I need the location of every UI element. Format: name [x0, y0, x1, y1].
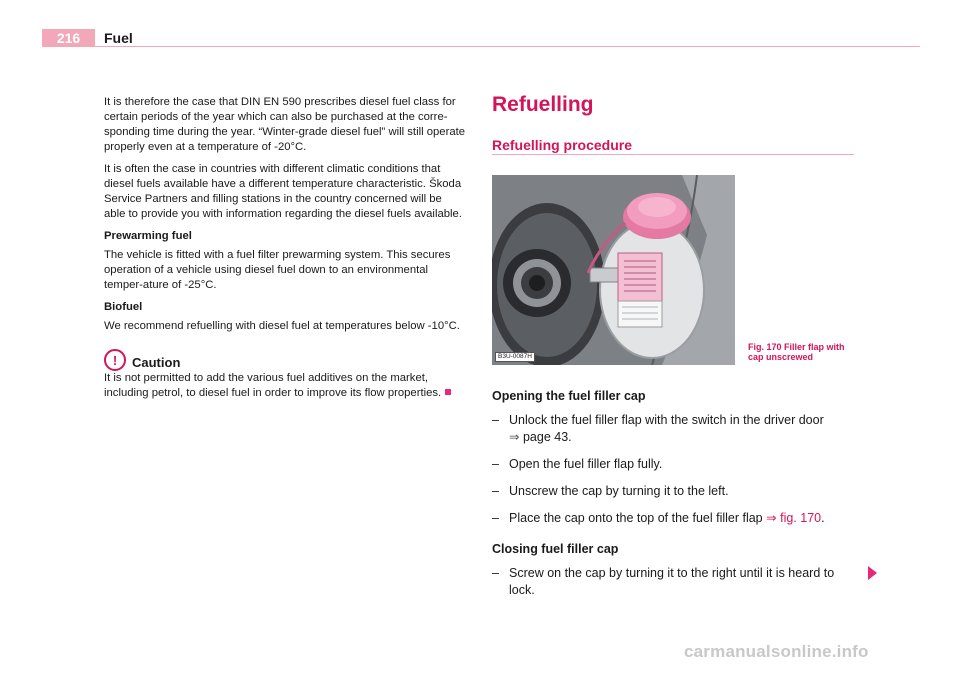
chapter-title: Fuel	[104, 30, 133, 46]
fuel-filler-illustration	[492, 175, 735, 365]
page-reference[interactable]: page 43.	[522, 430, 572, 444]
step-place-cap: – Place the cap onto the top of the fuel filler flap ⇒ fig. 170.	[492, 511, 825, 525]
step-screw-on: – Screw on the cap by turning it to the right until it is heard to lock.	[492, 566, 835, 597]
step-unlock: – Unlock the fuel filler flap with the switch in the driver door ⇒ page 43.	[492, 413, 824, 444]
heading-opening: Opening the fuel filler cap	[492, 389, 646, 403]
heading-biofuel: Biofuel	[104, 301, 143, 313]
section-title: Refuelling	[492, 93, 594, 116]
header-rule	[42, 46, 920, 47]
figure-fuel-filler-flap	[492, 175, 735, 365]
left-column	[104, 95, 466, 408]
step-open-flap: – Open the fuel filler flap fully.	[492, 457, 663, 471]
caution-icon: !	[104, 349, 126, 371]
reference-arrow-icon: ⇒	[509, 430, 520, 444]
procedure-text	[492, 388, 862, 609]
page-number: 216	[42, 29, 95, 47]
figure-caption: Fig. 170 Filler flap with cap unscrewed	[748, 342, 845, 362]
reference-arrow-icon: ⇒	[766, 511, 777, 525]
paragraph-climatic: It is often the case in countries with different climatic conditions that diesel fuels available have a different temperature characteristic. Škoda Service Partners and filling stations in the country concerned will be able to provide you with information regarding the diesel fuels available.	[104, 163, 462, 220]
subsection-title: Refuelling procedure	[492, 137, 633, 153]
heading-prewarming: Prewarming fuel	[104, 230, 192, 242]
caution-header	[104, 349, 466, 371]
section-end-icon	[445, 389, 451, 395]
heading-closing: Closing fuel filler cap	[492, 542, 619, 556]
caution-text: It is not permitted to add the various fuel additives on the market, including petrol, to diesel fuel in order to improve its flow properties.	[104, 371, 466, 401]
caution-label: Caution	[132, 354, 181, 370]
figure-reference-link[interactable]: fig. 170	[780, 511, 822, 525]
paragraph-winter-diesel: It is therefore the case that DIN EN 590 prescribes diesel fuel class for certain periods of the year which can also be purchased at the corre-sponding time during the year. “Winter-grade diesel fuel” will still operate properly even at a temperature of -20°C.	[104, 96, 466, 153]
subsection-rule	[492, 154, 854, 155]
paragraph-biofuel: We recommend refuelling with diesel fuel at temperatures below -10°C.	[104, 320, 460, 332]
next-page-arrow-icon[interactable]	[868, 566, 877, 580]
watermark: carmanualsonline.info	[684, 642, 869, 661]
paragraph-prewarming: The vehicle is fitted with a fuel filter prewarming system. This secures operation of a vehicle using diesel fuel down to an environmental temper-ature of -25°C.	[104, 249, 451, 291]
figure-code: B3U-0087H	[495, 352, 535, 362]
step-unscrew: – Unscrew the cap by turning it to the left.	[492, 484, 729, 498]
